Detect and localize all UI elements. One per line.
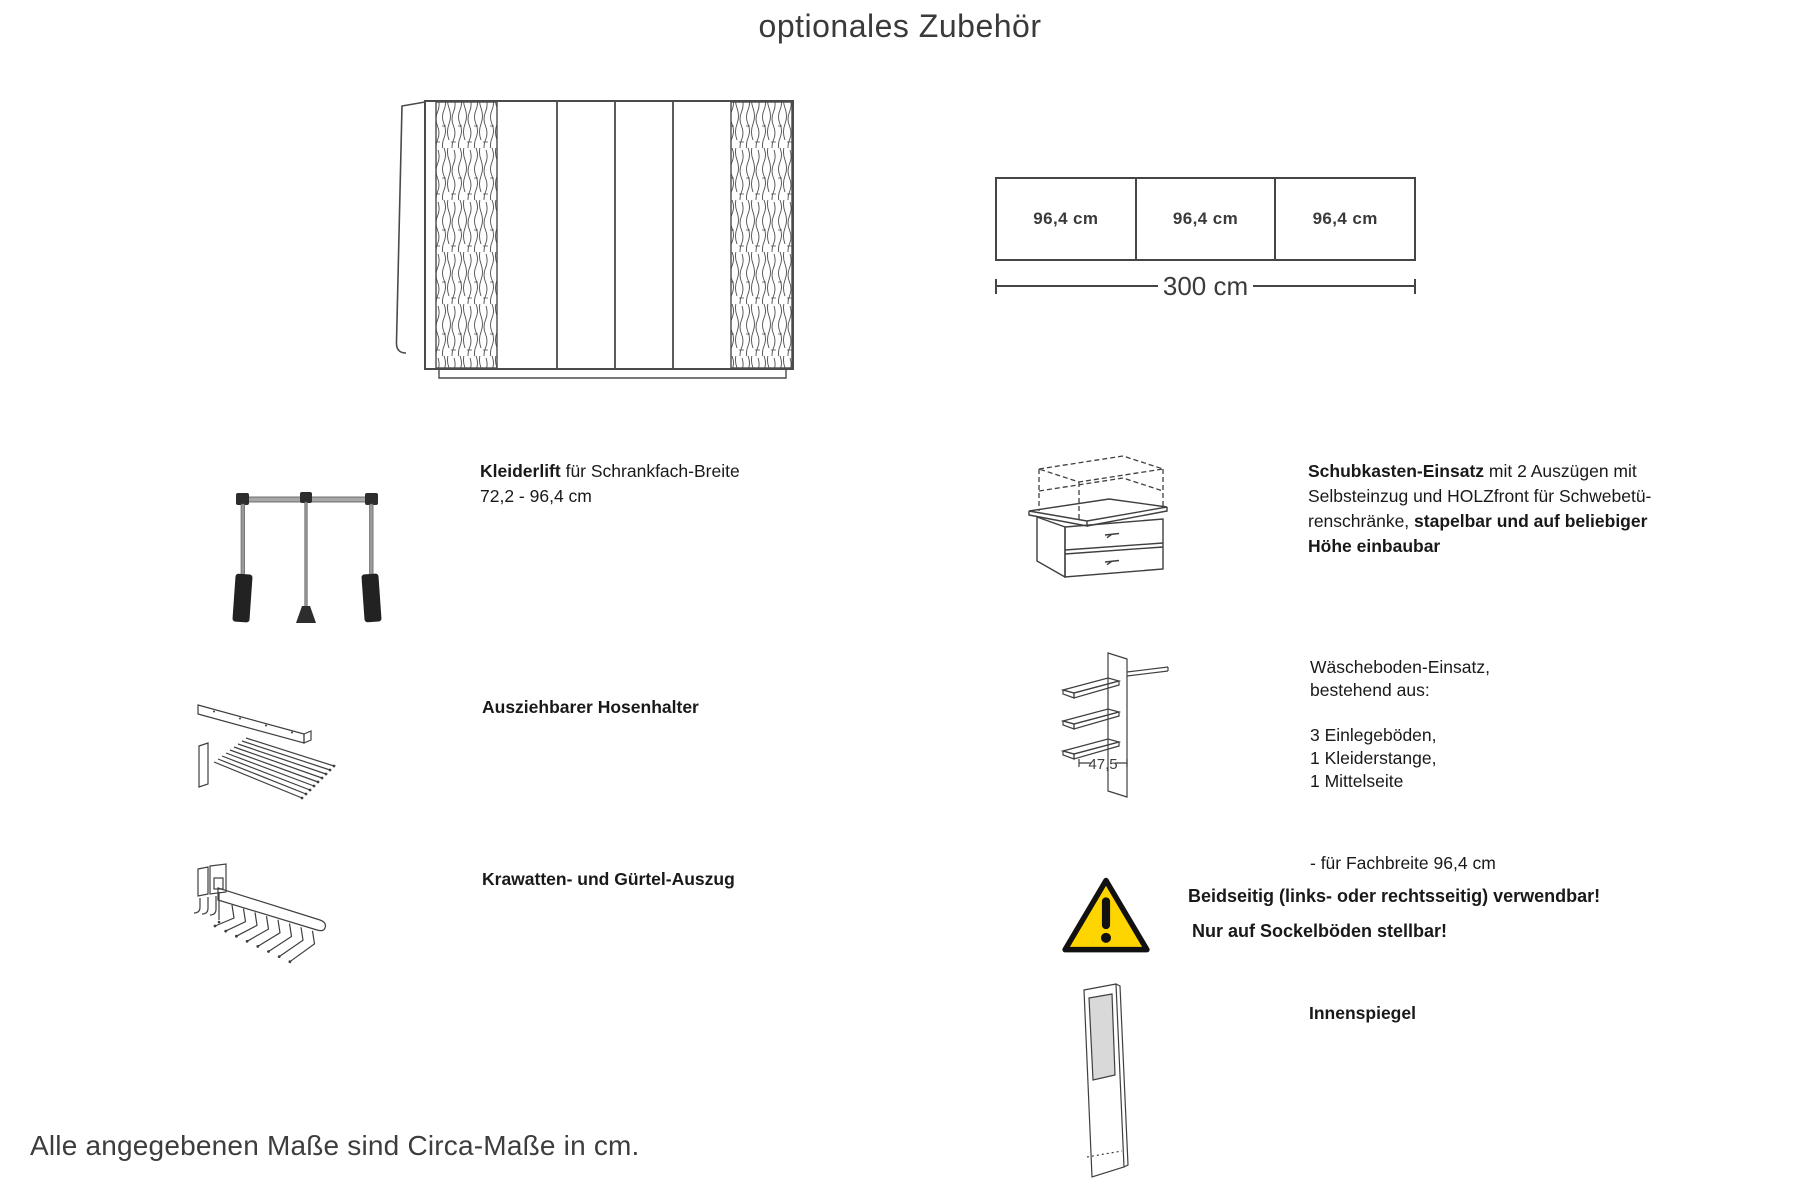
schubkasten-line3: renschränke,	[1308, 511, 1415, 531]
waescheboden-einsatz-illustration	[1055, 645, 1210, 815]
kleiderlift-range: 72,2 - 96,4 cm	[480, 486, 592, 506]
schubkasten-line4-bold: Höhe einbaubar	[1308, 536, 1441, 556]
hosenhalter-illustration	[192, 692, 342, 807]
width-diagram	[995, 177, 1416, 261]
total-width-label: 300 cm	[1162, 270, 1249, 301]
schubkasten-name: Schubkasten-Einsatz	[1308, 461, 1485, 481]
waescheboden-item-3: 1 Mittelseite	[1310, 771, 1404, 791]
waescheboden-item-2: 1 Kleiderstange,	[1310, 748, 1437, 768]
schubkasten-description	[1308, 459, 1651, 559]
kleiderlift-desc: für Schrankfach-Breite	[560, 461, 740, 481]
wardrobe-drawing	[393, 96, 803, 396]
width-cell-3: 96,4 cm	[1274, 179, 1414, 259]
width-cell-2: 96,4 cm	[1135, 179, 1275, 259]
width-cell-1: 96,4 cm	[1033, 209, 1099, 228]
schubkasten-line2: Selbsteinzug und HOLZfront für Schwebetü-	[1308, 486, 1652, 506]
footer-note: Alle angegebenen Maße sind Circa-Maße in cm.	[30, 1130, 640, 1161]
schubkasten-line3-bold: stapelbar und auf beliebiger	[1414, 511, 1648, 531]
schubkasten-line1: mit 2 Auszügen mit	[1484, 461, 1637, 481]
innenspiegel-label: Innenspiegel	[1309, 1003, 1416, 1023]
hosenhalter-label: Ausziehbarer Hosenhalter	[482, 697, 699, 717]
waescheboden-width-label: 47,5	[1088, 756, 1118, 773]
waescheboden-description	[1310, 656, 1490, 702]
waescheboden-items	[1310, 724, 1437, 793]
waescheboden-line1: Wäscheboden-Einsatz,	[1310, 657, 1490, 677]
warning-triangle-icon	[1060, 876, 1152, 956]
waescheboden-line2: bestehend aus:	[1310, 680, 1430, 700]
kleiderlift-description	[480, 459, 740, 509]
beidseitig-note: Beidseitig (links- oder rechtsseitig) verwendbar!	[1188, 886, 1601, 906]
dimension-tick-right	[1414, 279, 1416, 294]
kleiderlift-illustration	[232, 487, 382, 632]
sockel-note: Nur auf Sockelböden stellbar!	[1192, 921, 1448, 941]
innenspiegel-illustration	[1072, 981, 1144, 1181]
page-title: optionales Zubehör	[758, 8, 1042, 44]
schubkasten-einsatz-illustration	[1025, 449, 1170, 584]
waescheboden-item-1: 3 Einlegeböden,	[1310, 725, 1437, 745]
dimension-line-right	[1253, 285, 1414, 287]
fachbreite-note: - für Fachbreite 96,4 cm	[1310, 853, 1496, 873]
krawatten-auszug-illustration	[188, 862, 338, 972]
total-width-dimension	[995, 271, 1416, 301]
dimension-line-left	[997, 285, 1158, 287]
krawatten-auszug-label: Krawatten- und Gürtel-Auszug	[482, 869, 735, 889]
kleiderlift-name: Kleiderlift	[480, 461, 561, 481]
